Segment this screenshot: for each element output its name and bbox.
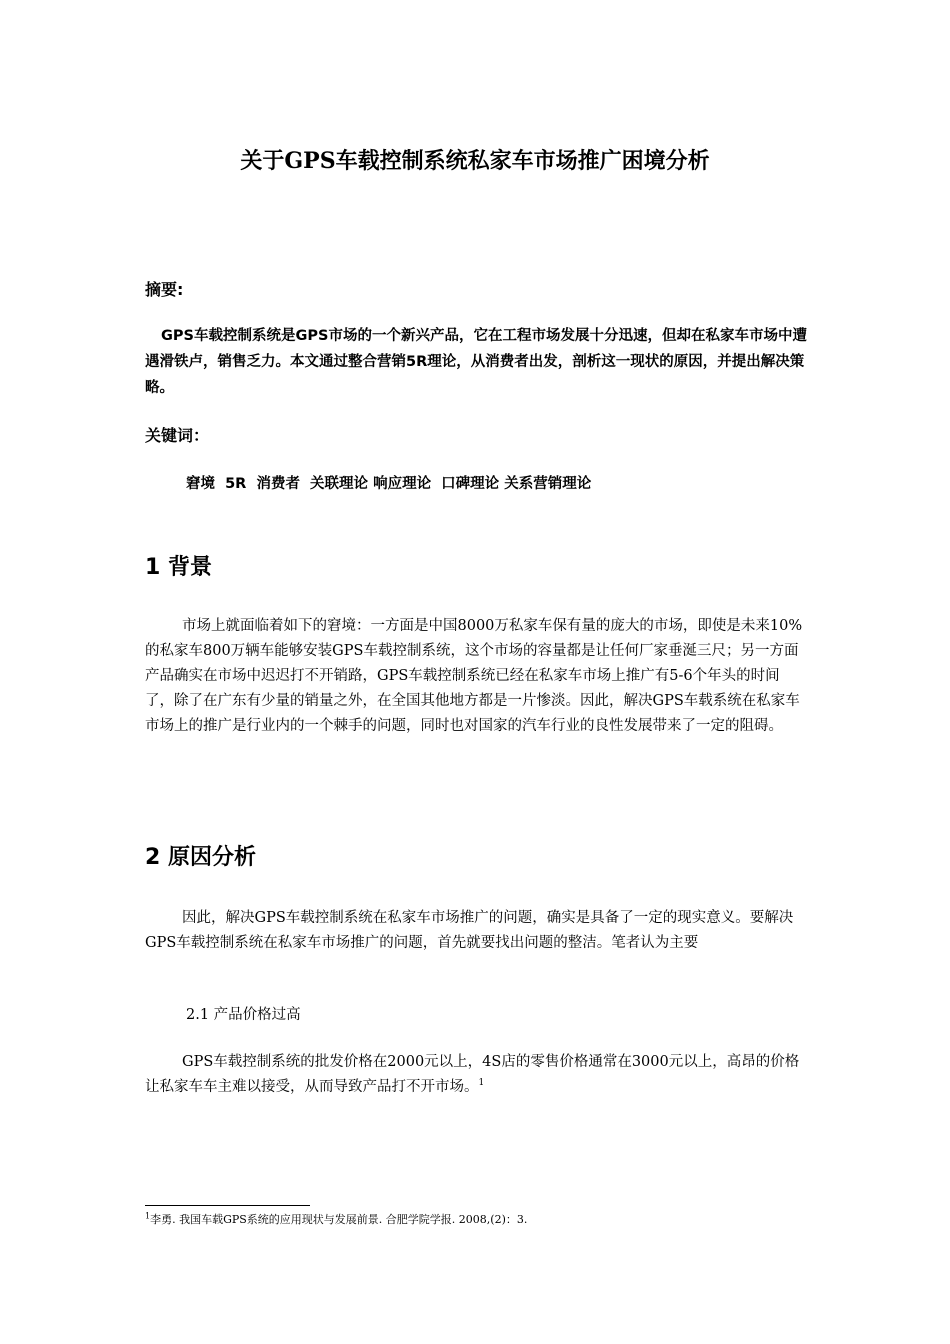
section-2-heading: 2 原因分析: [145, 845, 256, 870]
section-2-paragraph: 因此，解决GPS车载控制系统在私家车市场推广的问题，确实是具备了一定的现实意义。要解决GPS车载控制系统在私家车市场推广的问题，首先就要找出问题的整洁。笔者认为主要: [145, 910, 794, 951]
section-1-heading: 1 背景: [145, 555, 212, 580]
keywords-label: 关键词：: [145, 426, 210, 445]
document-title: 关于GPS车载控制系统私家车市场推广困境分析: [240, 148, 710, 174]
abstract-label: 摘要:: [145, 280, 184, 299]
subsection-2-1-heading: 2.1 产品价格过高: [186, 1007, 301, 1023]
footnote: [145, 1210, 807, 1230]
footnote-number: 1: [145, 1211, 151, 1221]
section-1-paragraph: 市场上就面临着如下的窘境：一方面是中国8000万私家车保有量的庞大的市场，即使是未来10%的私家车800万辆车能够安装GPS车载控制系统，这个市场的容量都是让任何厂家垂涎三尺；另一方面产品确实在市场中迟迟打不开销路，GPS车载控制系统已经在私家车市场上推广有5-6个年头的时间了，除了在广东有少量的销量之外，在全国其他地方都是一片惨淡。因此，解决GPS车载系统在私家车市场上的推广是行业内的一个棘手的问题，同时也对国家的汽车行业的良性发展带来了一定的阻碍。: [145, 618, 803, 734]
abstract-text: GPS车载控制系统是GPS市场的一个新兴产品，它在工程市场发展十分迅速，但却在私家车市场中遭遇滑铁卢，销售乏力。本文通过整合营销5R理论，从消费者出发，剖析这一现状的原因，并提出解决策略。: [145, 328, 807, 396]
footnote-separator: [145, 1205, 310, 1206]
subsection-2-1-paragraph: [145, 1050, 807, 1100]
footnote-reference[interactable]: 1: [478, 1078, 485, 1089]
keywords-text: 窘境 5R 消费者 关联理论 响应理论 口碑理论 关系营销理论: [186, 476, 592, 492]
footnote-text: 李勇. 我国车载GPS系统的应用现状与发展前景. 合肥学院学报. 2008,(2)：3.: [150, 1213, 528, 1226]
subsection-2-1-text: GPS车载控制系统的批发价格在2000元以上，4S店的零售价格通常在3000元以上，高昂的价格让私家车车主难以接受，从而导致产品打不开市场。: [145, 1054, 800, 1095]
